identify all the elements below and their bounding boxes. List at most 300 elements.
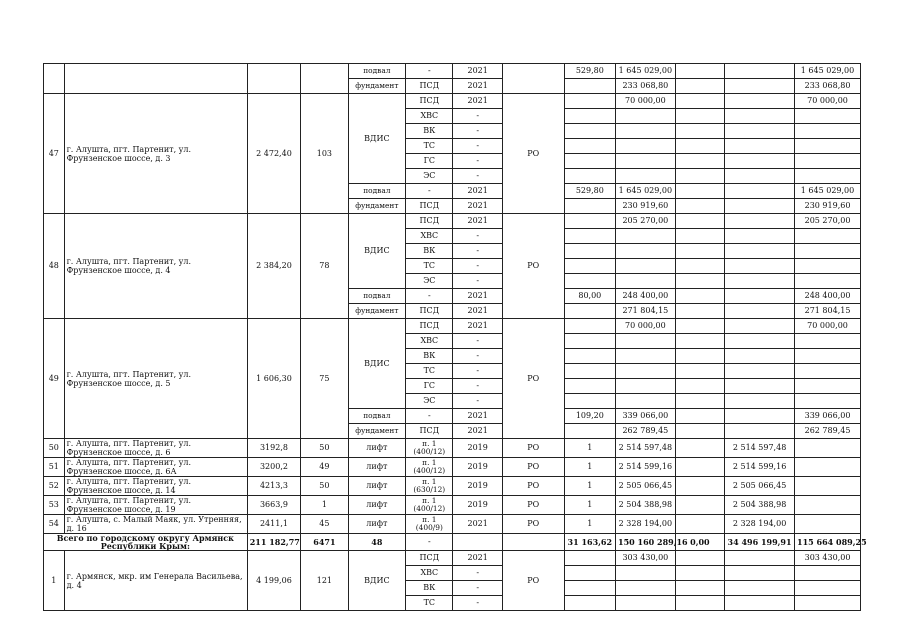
year-cell: 2019 [453,477,502,496]
fund-cell [675,259,724,274]
owner-funds-cell [795,169,861,184]
total-cost-cell [616,169,676,184]
qty-cell: 1 [564,496,615,515]
total-cost-cell: 271 804,15 [616,304,676,319]
work-type-cell: 48 [348,534,406,551]
year-cell: 2021 [453,551,502,566]
fund-cell [675,214,724,229]
total-cost-cell: 1 645 029,00 [616,184,676,199]
total-cost-cell: 2 514 599,16 [616,458,676,477]
people-cell: 75 [301,319,348,439]
year-cell: - [453,109,502,124]
subsidy-cell [725,199,795,214]
fund-cell [675,319,724,334]
subsidy-cell [725,244,795,259]
subsidy-cell [725,581,795,596]
qty-cell [564,364,615,379]
subsidy-cell [725,109,795,124]
year-cell: - [453,379,502,394]
row-number-cell: 49 [44,319,65,439]
psd-cell: ПСД [406,319,453,334]
row-number-cell: 54 [44,515,65,534]
psd-cell: ГС [406,154,453,169]
year-cell: - [453,596,502,611]
psd-cell: - [406,184,453,199]
psd-cell: ЭС [406,394,453,409]
address-cell: г. Алушта, пгт. Партенит, ул. Фрунзенское шоссе, д. 14 [64,477,247,496]
total-cost-cell: 2 514 597,48 [616,439,676,458]
owner-funds-cell: 115 664 089,25 [795,534,861,551]
psd-cell: ПСД [406,551,453,566]
psd-cell: ТС [406,259,453,274]
owner-funds-cell: 205 270,00 [795,214,861,229]
fund-cell [675,496,724,515]
psd-cell: - [406,64,453,79]
people-cell: 78 [301,214,348,319]
owner-funds-cell: 70 000,00 [795,94,861,109]
total-cost-cell: 150 160 289,16 [616,534,676,551]
address-cell: г. Алушта, пгт. Партенит, ул. Фрунзенское шоссе, д. 4 [64,214,247,319]
qty-cell [564,424,615,439]
year-cell: 2019 [453,458,502,477]
table-row [44,477,861,496]
row-number-cell: 48 [44,214,65,319]
total-cost-cell [616,394,676,409]
owner-funds-cell: 1 645 029,00 [795,184,861,199]
qty-cell: 1 [564,515,615,534]
qty-cell [564,124,615,139]
area-cell: 2411,1 [247,515,301,534]
total-cost-cell: 233 068,80 [616,79,676,94]
year-cell: - [453,334,502,349]
row-number-cell: 1 [44,551,65,611]
total-cost-cell [616,349,676,364]
table-row [44,94,861,109]
owner-funds-cell: 233 068,80 [795,79,861,94]
psd-cell: ТС [406,596,453,611]
subsidy-cell [725,566,795,581]
owner-funds-cell [795,259,861,274]
year-cell: 2021 [453,199,502,214]
fund-cell [675,439,724,458]
subsidy-cell [725,184,795,199]
subsidy-cell [725,424,795,439]
people-cell: 49 [301,458,348,477]
owner-funds-cell [795,458,861,477]
total-cost-cell [616,379,676,394]
year-cell: - [453,139,502,154]
executor-cell [502,534,564,551]
qty-cell [564,334,615,349]
qty-cell [564,94,615,109]
work-type-cell: фундамент [348,199,406,214]
fund-cell [675,394,724,409]
work-type-cell: фундамент [348,304,406,319]
owner-funds-cell [795,364,861,379]
fund-cell [675,154,724,169]
table-row [44,496,861,515]
total-cost-cell [616,274,676,289]
qty-cell [564,274,615,289]
fund-cell [675,515,724,534]
total-cost-cell [616,229,676,244]
year-cell: - [453,581,502,596]
psd-cell: ТС [406,364,453,379]
psd-cell: ХВС [406,334,453,349]
subsidy-cell: 2 514 599,16 [725,458,795,477]
psd-cell: п. 1 (400/9) [406,515,453,534]
work-type-cell: фундамент [348,424,406,439]
subsidy-cell: 2 505 066,45 [725,477,795,496]
area-cell: 4 199,06 [247,551,301,611]
work-type-cell: лифт [348,477,406,496]
subsidy-cell [725,379,795,394]
fund-cell [675,596,724,611]
qty-cell: 31 163,62 [564,534,615,551]
area-cell: 3663,9 [247,496,301,515]
year-cell: 2021 [453,214,502,229]
subsidy-cell [725,319,795,334]
fund-cell [675,184,724,199]
area-cell: 1 606,30 [247,319,301,439]
fund-cell [675,581,724,596]
psd-cell: - [406,289,453,304]
psd-cell: ПСД [406,424,453,439]
table-row [44,458,861,477]
row-number-cell: 53 [44,496,65,515]
year-cell: 2021 [453,319,502,334]
year-cell: - [453,154,502,169]
owner-funds-cell [795,349,861,364]
owner-funds-cell [795,124,861,139]
qty-cell [564,139,615,154]
total-cost-cell [616,124,676,139]
table-row [44,64,861,79]
area-cell: 3200,2 [247,458,301,477]
fund-cell [675,289,724,304]
qty-cell [564,229,615,244]
people-cell: 45 [301,515,348,534]
fund-cell [675,334,724,349]
fund-cell [675,379,724,394]
owner-funds-cell: 271 804,15 [795,304,861,319]
fund-cell [675,364,724,379]
total-cost-cell: 205 270,00 [616,214,676,229]
subsidy-cell [725,349,795,364]
subsidy-cell [725,289,795,304]
total-cost-cell [616,109,676,124]
summary-row [44,534,861,551]
qty-cell [564,259,615,274]
total-cost-cell: 70 000,00 [616,319,676,334]
psd-cell: ЭС [406,169,453,184]
subsidy-cell [725,94,795,109]
qty-cell [564,79,615,94]
people-cell: 121 [301,551,348,611]
row-number-cell: 52 [44,477,65,496]
work-type-cell: подвал [348,289,406,304]
subsidy-cell [725,139,795,154]
executor-cell: РО [502,515,564,534]
psd-cell: п. 1 (400/12) [406,458,453,477]
total-cost-cell: 70 000,00 [616,94,676,109]
work-type-cell: ВДИС [348,94,406,184]
total-cost-cell [616,581,676,596]
psd-cell: ПСД [406,94,453,109]
owner-funds-cell [795,515,861,534]
fund-cell [675,409,724,424]
owner-funds-cell [795,477,861,496]
owner-funds-cell: 303 430,00 [795,551,861,566]
address-cell: г. Алушта, пгт. Партенит, ул. Фрунзенское шоссе, д. 6 [64,439,247,458]
psd-cell: ПСД [406,199,453,214]
executor-cell: РО [502,551,564,611]
fund-cell [675,551,724,566]
qty-cell [564,379,615,394]
year-cell: - [453,364,502,379]
year-cell: 2021 [453,424,502,439]
owner-funds-cell [795,274,861,289]
year-cell: - [453,566,502,581]
qty-cell [564,214,615,229]
owner-funds-cell [795,394,861,409]
people-cell: 103 [301,94,348,214]
work-type-cell: подвал [348,64,406,79]
fund-cell [675,244,724,259]
owner-funds-cell [795,244,861,259]
owner-funds-cell: 70 000,00 [795,319,861,334]
row-number-cell: 51 [44,458,65,477]
address-cell: г. Алушта, пгт. Партенит, ул. Фрунзенское шоссе, д. 5 [64,319,247,439]
qty-cell: 80,00 [564,289,615,304]
qty-cell [564,394,615,409]
fund-cell [675,64,724,79]
subsidy-cell [725,334,795,349]
total-cost-cell [616,244,676,259]
fund-cell [675,169,724,184]
area-cell: 211 182,77 [247,534,301,551]
fund-cell [675,304,724,319]
executor-cell: РО [502,319,564,439]
owner-funds-cell [795,139,861,154]
owner-funds-cell [795,496,861,515]
area-cell: 3192,8 [247,439,301,458]
fund-cell [675,79,724,94]
qty-cell: 109,20 [564,409,615,424]
work-type-cell: лифт [348,515,406,534]
psd-cell: ТС [406,139,453,154]
year-cell [453,534,502,551]
fund-cell [675,139,724,154]
fund-cell: 0,00 [675,534,724,551]
total-cost-cell: 2 328 194,00 [616,515,676,534]
year-cell: 2021 [453,184,502,199]
psd-cell: ГС [406,379,453,394]
owner-funds-cell: 1 645 029,00 [795,64,861,79]
psd-cell: ХВС [406,109,453,124]
year-cell: - [453,394,502,409]
work-type-cell: ВДИС [348,214,406,289]
psd-cell: ВК [406,349,453,364]
people-cell: 50 [301,477,348,496]
year-cell: 2021 [453,409,502,424]
psd-cell: ХВС [406,229,453,244]
address-cell: г. Алушта, пгт. Партенит, ул. Фрунзенское шоссе, д. 19 [64,496,247,515]
psd-cell: п. 1 (400/12) [406,439,453,458]
total-cost-cell: 248 400,00 [616,289,676,304]
table-row [44,439,861,458]
year-cell: 2019 [453,439,502,458]
total-cost-cell [616,139,676,154]
total-cost-cell [616,566,676,581]
fund-cell [675,566,724,581]
people-cell: 6471 [301,534,348,551]
fund-cell [675,124,724,139]
owner-funds-cell [795,154,861,169]
summary-label: Всего по городскому округу Армянск Республики Крым: [44,534,248,551]
subsidy-cell [725,596,795,611]
fund-cell [675,229,724,244]
address-cell: г. Алушта, с. Малый Маяк, ул. Утренняя, д. 16 [64,515,247,534]
subsidy-cell [725,64,795,79]
owner-funds-cell [795,379,861,394]
psd-cell: ВК [406,124,453,139]
area-cell [247,64,301,94]
qty-cell: 1 [564,477,615,496]
subsidy-cell [725,214,795,229]
executor-cell: РО [502,458,564,477]
year-cell: - [453,274,502,289]
executor-cell: РО [502,94,564,214]
fund-cell [675,274,724,289]
qty-cell: 529,80 [564,184,615,199]
qty-cell [564,566,615,581]
owner-funds-cell [795,581,861,596]
qty-cell [564,199,615,214]
year-cell: - [453,259,502,274]
qty-cell [564,169,615,184]
area-cell: 2 384,20 [247,214,301,319]
subsidy-cell [725,304,795,319]
psd-cell: ПСД [406,214,453,229]
total-cost-cell [616,334,676,349]
qty-cell [564,244,615,259]
qty-cell [564,581,615,596]
address-cell: г. Алушта, пгт. Партенит, ул. Фрунзенское шоссе, д. 3 [64,94,247,214]
total-cost-cell: 2 505 066,45 [616,477,676,496]
total-cost-cell: 230 919,60 [616,199,676,214]
work-type-cell: подвал [348,184,406,199]
work-type-cell: фундамент [348,79,406,94]
qty-cell: 1 [564,439,615,458]
table-row [44,214,861,229]
year-cell: 2021 [453,64,502,79]
work-type-cell: ВДИС [348,319,406,409]
table-row [44,319,861,334]
year-cell: - [453,169,502,184]
subsidy-cell: 2 504 388,98 [725,496,795,515]
year-cell: 2021 [453,515,502,534]
subsidy-cell [725,364,795,379]
year-cell: - [453,244,502,259]
row-number-cell [44,64,65,94]
fund-cell [675,349,724,364]
psd-cell: - [406,409,453,424]
address-cell: г. Армянск, мкр. им Генерала Васильева, д. 4 [64,551,247,611]
row-number-cell: 50 [44,439,65,458]
total-cost-cell: 339 066,00 [616,409,676,424]
address-cell [64,64,247,94]
people-cell: 1 [301,496,348,515]
qty-cell [564,349,615,364]
year-cell: - [453,229,502,244]
psd-cell: ВК [406,581,453,596]
qty-cell [564,551,615,566]
executor-cell: РО [502,496,564,515]
owner-funds-cell [795,229,861,244]
year-cell: 2021 [453,94,502,109]
fund-cell [675,199,724,214]
owner-funds-cell [795,109,861,124]
owner-funds-cell: 262 789,45 [795,424,861,439]
qty-cell [564,596,615,611]
psd-cell: п. 1 (400/12) [406,496,453,515]
table-row [44,515,861,534]
year-cell: 2019 [453,496,502,515]
owner-funds-cell [795,596,861,611]
subsidy-cell [725,229,795,244]
executor-cell: РО [502,477,564,496]
total-cost-cell: 262 789,45 [616,424,676,439]
subsidy-cell [725,274,795,289]
people-cell [301,64,348,94]
fund-cell [675,477,724,496]
executor-cell: РО [502,214,564,319]
capital-repair-table [43,63,867,611]
total-cost-cell [616,364,676,379]
owner-funds-cell: 230 919,60 [795,199,861,214]
owner-funds-cell [795,439,861,458]
subsidy-cell [725,551,795,566]
subsidy-cell [725,394,795,409]
psd-cell: ВК [406,244,453,259]
owner-funds-cell [795,566,861,581]
subsidy-cell [725,79,795,94]
work-type-cell: лифт [348,496,406,515]
subsidy-cell: 34 496 199,91 [725,534,795,551]
subsidy-cell: 2 514 597,48 [725,439,795,458]
fund-cell [675,109,724,124]
qty-cell [564,154,615,169]
qty-cell [564,319,615,334]
table-row [44,551,861,566]
psd-cell: п. 1 (630/12) [406,477,453,496]
year-cell: 2021 [453,289,502,304]
subsidy-cell [725,124,795,139]
work-type-cell: подвал [348,409,406,424]
psd-cell: ПСД [406,304,453,319]
area-cell: 2 472,40 [247,94,301,214]
qty-cell: 529,80 [564,64,615,79]
fund-cell [675,458,724,477]
fund-cell [675,94,724,109]
row-number-cell: 47 [44,94,65,214]
year-cell: - [453,124,502,139]
work-type-cell: ВДИС [348,551,406,611]
work-type-cell: лифт [348,458,406,477]
year-cell: 2021 [453,79,502,94]
executor-cell [502,64,564,94]
